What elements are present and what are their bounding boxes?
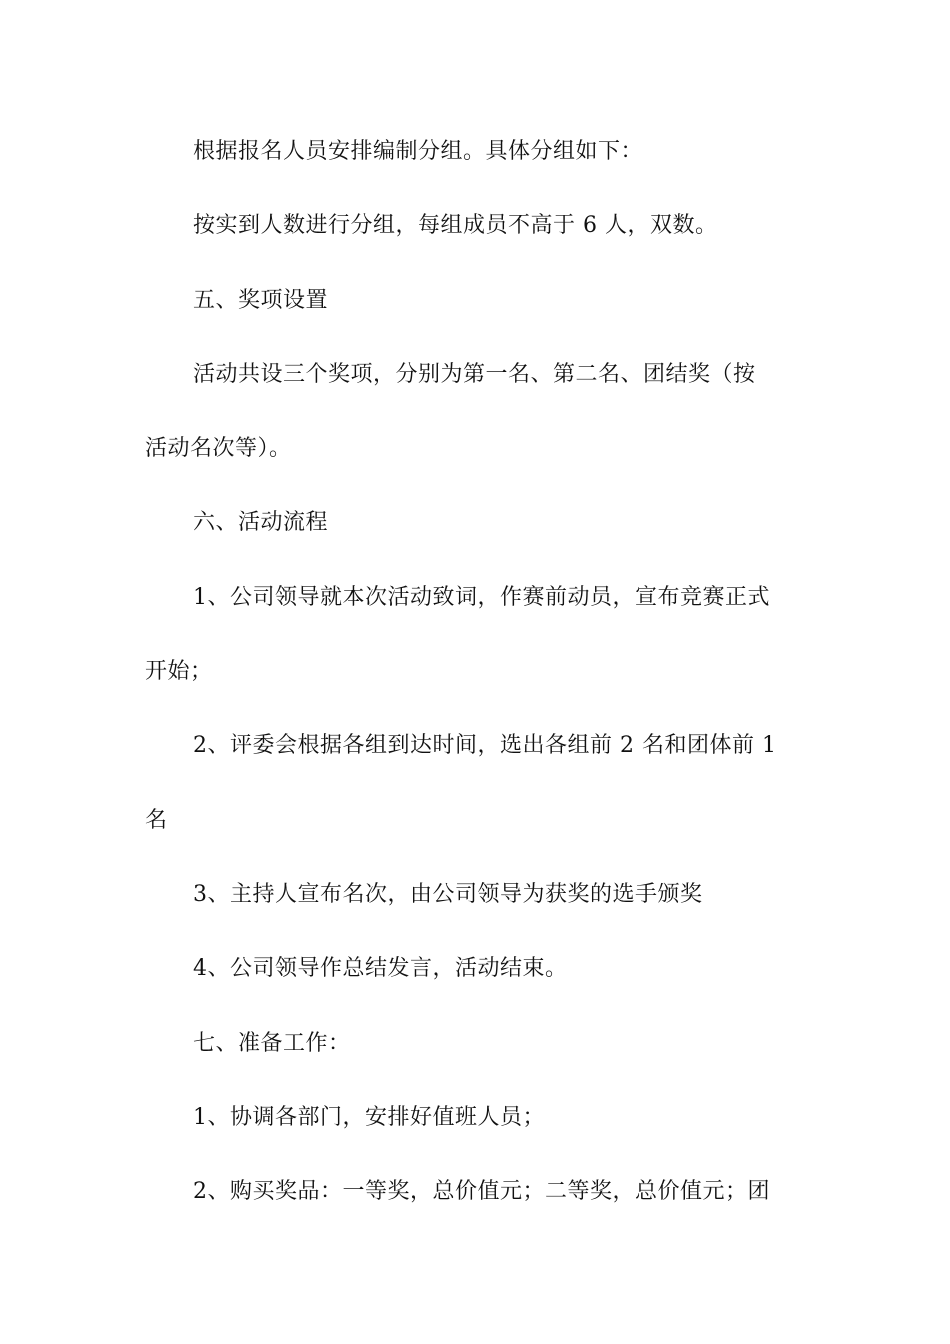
- paragraph-grouping-rule: 按实到人数进行分组，每组成员不高于 6 人，双数。: [193, 213, 718, 238]
- paragraph-awards-line-1: 活动共设三个奖项，分别为第一名、第二名、团结奖（按: [193, 362, 756, 387]
- list-item-process-1-line-1: 1、公司领导就本次活动致词，作赛前动员，宣布竞赛正式: [193, 585, 770, 610]
- list-item-process-2-line-1: 2、评委会根据各组到达时间，选出各组前 2 名和团体前 1: [193, 733, 777, 758]
- list-item-process-3: 3、主持人宣布名次，由公司领导为获奖的选手颁奖: [193, 882, 703, 907]
- list-item-process-4: 4、公司领导作总结发言，活动结束。: [193, 956, 568, 981]
- heading-awards: 五、奖项设置: [193, 288, 329, 313]
- paragraph-awards-line-2: 活动名次等）。: [145, 436, 292, 461]
- list-item-preparation-1: 1、协调各部门，安排好值班人员；: [193, 1105, 545, 1130]
- heading-process: 六、活动流程: [193, 510, 329, 535]
- list-item-process-1-line-2: 开始；: [145, 659, 213, 684]
- list-item-preparation-2: 2、购买奖品：一等奖，总价值元；二等奖，总价值元；团: [193, 1179, 770, 1204]
- heading-preparation: 七、准备工作：: [193, 1031, 351, 1056]
- list-item-process-2-line-2: 名: [145, 808, 168, 833]
- paragraph-grouping-intro: 根据报名人员安排编制分组。具体分组如下：: [193, 139, 644, 164]
